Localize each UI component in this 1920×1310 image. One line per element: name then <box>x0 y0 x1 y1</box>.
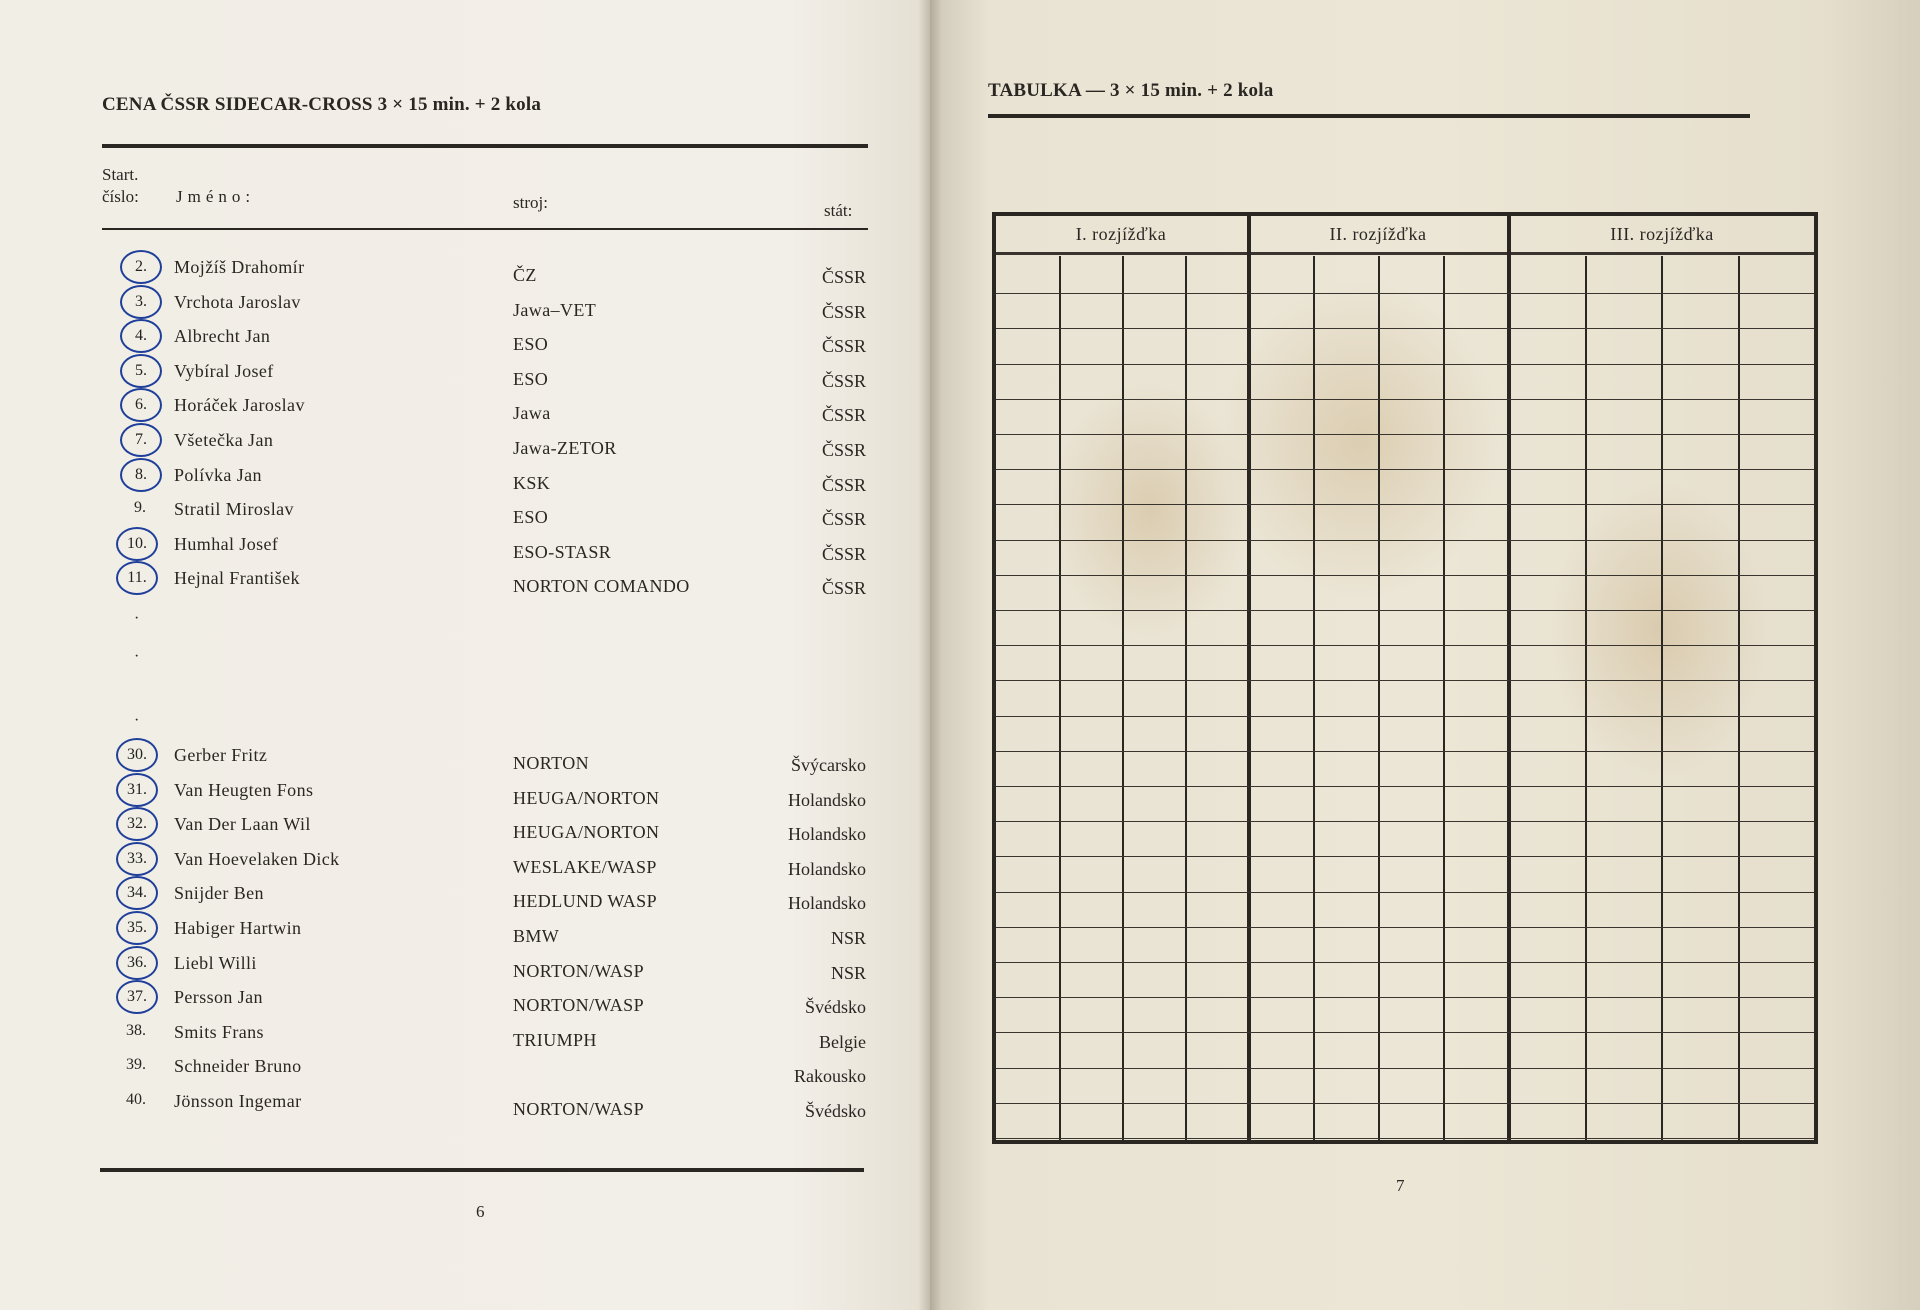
country: Belgie <box>819 1031 866 1052</box>
grid-row-line <box>996 399 1814 400</box>
rider-name: Schneider Bruno <box>174 1056 302 1077</box>
grid-column-line <box>1661 256 1663 1140</box>
grid-row-line <box>996 504 1814 505</box>
grid-row-line <box>996 786 1814 787</box>
start-number: 30. <box>116 738 158 772</box>
grid-row-line <box>996 927 1814 928</box>
table-row <box>0 1052 930 1087</box>
start-number: 36. <box>116 946 158 980</box>
rider-name: Gerber Fritz <box>174 745 268 765</box>
start-number: 6. <box>120 388 162 422</box>
country: Švédsko <box>804 997 866 1018</box>
table-row <box>0 776 930 808</box>
grid-row-line <box>996 293 1814 294</box>
rider-name: Van Der Laan Wil <box>174 814 311 835</box>
grid-row-line <box>996 610 1814 611</box>
rider-name: Albrecht Jan <box>174 326 271 347</box>
machine: Jawa <box>513 403 551 424</box>
table-row <box>0 357 930 389</box>
heat-3-label: III. rozjížďka <box>1610 224 1714 244</box>
machine: TRIUMPH <box>513 1029 597 1050</box>
grid-column-line <box>1059 256 1061 1140</box>
ellipsis-dot: · <box>134 610 140 627</box>
heat-2-label: II. rozjížďka <box>1329 224 1427 244</box>
table-row <box>0 949 930 981</box>
start-number: 39. <box>126 1056 146 1074</box>
country: NSR <box>830 962 866 983</box>
rider-name: Van Heugten Fons <box>174 779 314 800</box>
country: Holandsko <box>788 858 866 879</box>
grid-row-line <box>996 1138 1814 1139</box>
left-page-number: 6 <box>476 1202 485 1221</box>
machine: ESO <box>513 334 549 355</box>
grid-column-line <box>1443 256 1445 1140</box>
machine: ČZ <box>513 265 537 285</box>
country: ČSSR <box>821 578 866 599</box>
table-row <box>0 461 930 493</box>
start-number: 7. <box>120 423 162 457</box>
header-rule <box>102 228 868 230</box>
header-country: stát: <box>824 201 853 220</box>
book-gutter <box>918 0 942 1310</box>
grid-row-line <box>996 575 1814 576</box>
grid-column-line <box>1378 256 1380 1140</box>
grid-row-line <box>996 997 1814 998</box>
ellipsis-dot: · <box>134 712 140 729</box>
grid-row-line <box>996 645 1814 646</box>
country: ČSSR <box>821 370 866 391</box>
machine: ESO-STASR <box>513 541 612 562</box>
start-number: 5. <box>120 354 162 388</box>
machine: Jawa-ZETOR <box>513 438 617 458</box>
start-number: 37. <box>116 980 158 1014</box>
table-row <box>0 845 930 877</box>
machine: HEUGA/NORTON <box>513 787 660 808</box>
grid-row-line <box>996 892 1814 893</box>
rider-name: Habiger Hartwin <box>174 918 302 938</box>
ellipsis-dot: · <box>134 648 140 665</box>
heat-1-label: I. rozjížďka <box>1075 224 1167 244</box>
rider-name: Všetečka Jan <box>174 430 274 450</box>
grid-row-line <box>996 751 1814 752</box>
left-page-title: CENA ČSSR SIDECAR-CROSS 3 × 15 min. + 2 kola <box>102 94 542 115</box>
country: ČSSR <box>821 543 866 564</box>
country: ČSSR <box>821 440 866 460</box>
table-row <box>0 914 930 946</box>
grid-column-line <box>1313 256 1315 1140</box>
start-number: 4. <box>120 319 162 353</box>
grid-row-line <box>996 364 1814 365</box>
table-row <box>0 530 930 562</box>
machine: BMW <box>513 926 560 946</box>
heat-divider <box>1247 216 1251 1140</box>
grid-column-line <box>1122 256 1124 1140</box>
table-row <box>0 391 930 426</box>
machine: NORTON/WASP <box>513 995 645 1016</box>
rider-name: Liebl Willi <box>174 952 257 973</box>
results-table <box>992 212 1818 1144</box>
grid-column-line <box>1585 256 1587 1140</box>
grid-row-line <box>996 680 1814 681</box>
machine: KSK <box>513 472 551 493</box>
rider-name: Smits Frans <box>174 1021 264 1042</box>
grid-row-line <box>996 1103 1814 1104</box>
grid-row-line <box>996 821 1814 822</box>
machine: ESO <box>513 507 549 528</box>
grid-row-line <box>996 856 1814 857</box>
start-number: 40. <box>126 1091 146 1108</box>
right-page-title: TABULKA — 3 × 15 min. + 2 kola <box>988 80 1274 101</box>
machine: ESO <box>513 368 549 389</box>
table-row <box>0 1018 930 1050</box>
start-number: 9. <box>134 499 146 517</box>
grid-row-line <box>996 1068 1814 1069</box>
header-name: Jméno: <box>176 187 256 206</box>
heat-divider <box>1507 216 1511 1140</box>
table-row <box>0 564 930 599</box>
machine: Jawa–VET <box>513 299 597 320</box>
country: Švédsko <box>804 1101 866 1121</box>
grid-row-line <box>996 962 1814 963</box>
title-rule <box>102 144 868 148</box>
grid-row-line <box>996 469 1814 470</box>
rider-name: Vrchota Jaroslav <box>174 291 301 312</box>
table-row <box>0 1087 930 1119</box>
machine: WESLAKE/WASP <box>513 856 657 877</box>
table-row <box>0 879 930 914</box>
machine: NORTON COMANDO <box>513 576 690 597</box>
rider-name: Jönsson Ingemar <box>174 1091 302 1111</box>
country: Holandsko <box>788 789 866 810</box>
country: ČSSR <box>821 509 866 530</box>
country: ČSSR <box>821 474 866 495</box>
table-row <box>0 322 930 357</box>
country: Holandsko <box>788 893 866 914</box>
country: Holandsko <box>788 824 866 845</box>
rider-name: Persson Jan <box>174 987 263 1008</box>
start-number: 3. <box>120 285 162 319</box>
grid-row-line <box>996 328 1814 329</box>
rider-name: Horáček Jaroslav <box>174 395 305 416</box>
header-start-line2: číslo: <box>102 187 139 206</box>
grid-row-line <box>996 540 1814 541</box>
right-page-number: 7 <box>1396 1176 1405 1195</box>
table-row <box>0 426 930 458</box>
start-number: 32. <box>116 807 158 841</box>
country: Rakousko <box>794 1066 866 1087</box>
rider-name: Vybíral Josef <box>174 360 274 381</box>
country: Švýcarsko <box>791 755 866 775</box>
start-number: 34. <box>116 876 158 910</box>
table-row <box>0 983 930 1018</box>
right-title-rule <box>988 114 1750 118</box>
start-number: 35. <box>116 911 158 945</box>
footer-rule <box>100 1168 864 1172</box>
table-row <box>0 288 930 320</box>
rider-name: Snijder Ben <box>174 883 264 904</box>
left-page <box>0 0 930 1310</box>
rider-name: Mojžíš Drahomír <box>174 257 305 277</box>
rider-name: Humhal Josef <box>174 533 279 554</box>
start-number: 11. <box>116 561 158 595</box>
header-rule <box>996 252 1814 255</box>
grid-row-line <box>996 1032 1814 1033</box>
machine: HEDLUND WASP <box>513 891 657 912</box>
country: ČSSR <box>821 301 866 322</box>
rider-name: Polívka Jan <box>174 464 262 485</box>
country: NSR <box>830 928 866 948</box>
start-number: 10. <box>116 527 158 561</box>
country: ČSSR <box>821 267 866 287</box>
grid-row-line <box>996 716 1814 717</box>
machine: NORTON <box>513 753 589 773</box>
machine: NORTON/WASP <box>513 960 645 981</box>
machine: HEUGA/NORTON <box>513 822 660 843</box>
grid-column-line <box>1738 256 1740 1140</box>
rider-name: Van Hoevelaken Dick <box>174 848 340 869</box>
rider-name: Stratil Miroslav <box>174 499 294 520</box>
table-row <box>0 253 930 285</box>
table-row <box>0 495 930 530</box>
grid-column-line <box>1185 256 1187 1140</box>
country: ČSSR <box>821 405 866 426</box>
header-start-line1: Start. <box>102 165 139 184</box>
header-start-number <box>102 164 139 208</box>
start-number: 33. <box>116 842 158 876</box>
table-row <box>0 741 930 773</box>
country: ČSSR <box>821 336 866 357</box>
start-number: 8. <box>120 458 162 492</box>
start-number: 38. <box>126 1021 146 1039</box>
rider-name: Hejnal František <box>174 568 300 589</box>
grid-row-line <box>996 434 1814 435</box>
table-row <box>0 810 930 845</box>
start-number: 31. <box>116 773 158 807</box>
header-machine: stroj: <box>513 193 548 212</box>
machine: NORTON/WASP <box>513 1099 645 1119</box>
start-number: 2. <box>120 250 162 284</box>
